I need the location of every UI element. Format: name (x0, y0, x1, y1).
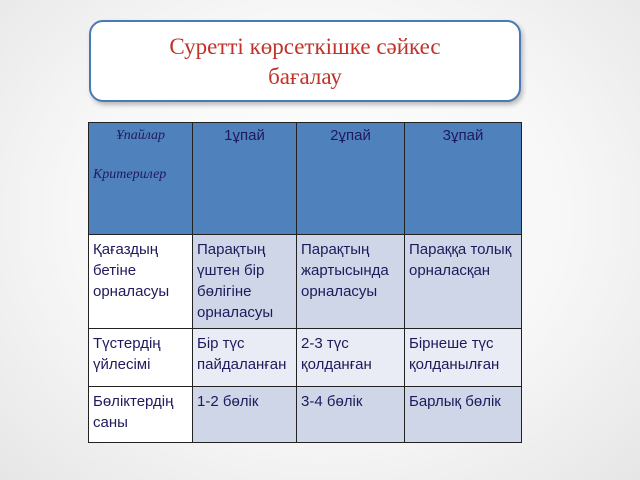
criterion-cell: Бөліктердің саны (89, 387, 193, 443)
header-2-points: 2ұпай (330, 127, 371, 144)
table-row (89, 387, 522, 443)
table-cell: 2-3 түс қолданған (297, 329, 405, 387)
table-cell: Барлық бөлік (405, 387, 522, 443)
table-cell: Бірнеше түс қолданылған (405, 329, 522, 387)
table-cell: 3-4 бөлік (297, 387, 405, 443)
corner-label-points: Ұпайлар (115, 128, 166, 143)
table-header-row (89, 123, 522, 235)
corner-cell (89, 123, 193, 235)
criterion-cell: Қағаздың бетіне орналасуы (89, 235, 193, 329)
slide-title: Суретті көрсеткішке сәйкес бағалау (169, 34, 441, 89)
header-cell (405, 123, 522, 235)
table-cell: Парақтың жартысында орналасуы (297, 235, 405, 329)
header-3-points: 3ұпай (442, 127, 484, 144)
assessment-table (88, 122, 522, 443)
header-cell (297, 123, 405, 235)
criterion-cell: Түстердің үйлесімі (89, 329, 193, 387)
title-box (89, 20, 521, 102)
header-1-points: 1ұпай (224, 127, 265, 144)
corner-label-criteria: Критерилер (93, 167, 167, 182)
table-cell: Параққа толық орналасқан (405, 235, 522, 329)
table-cell: 1-2 бөлік (193, 387, 297, 443)
table-cell: Бір түс пайдаланған (193, 329, 297, 387)
table-cell: Парақтың үштен бір бөлігіне орналасуы (193, 235, 297, 329)
table-row (89, 235, 522, 329)
table-row (89, 329, 522, 387)
header-cell (193, 123, 297, 235)
